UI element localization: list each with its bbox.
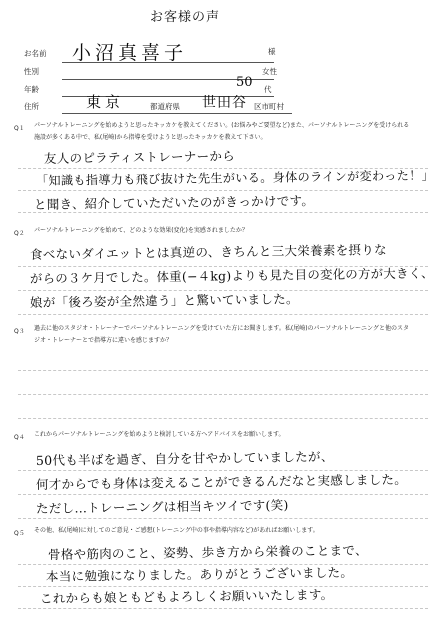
age-unit: 代 bbox=[264, 85, 272, 94]
name-suffix: 様 bbox=[268, 47, 276, 56]
answer-1-line-2: 「知識も指導力も飛び抜けた先生がいる。身体のラインが変わった！」 bbox=[35, 168, 435, 188]
answer-2-line-3: 娘が「後ろ姿が全然違う」と驚いていました。 bbox=[29, 291, 299, 310]
question-number-1: Q１ bbox=[14, 125, 25, 132]
answer-4-line-2: 何才からでも身体は変えることができるんだなと実感しました。 bbox=[35, 471, 408, 492]
name-value: 小沼真喜子 bbox=[72, 42, 188, 64]
question-number-5: Q５ bbox=[14, 530, 25, 537]
answer-rule bbox=[18, 418, 428, 419]
address-underline bbox=[62, 113, 292, 114]
prefecture-value: 東京 bbox=[86, 93, 125, 111]
answer-2-line-2: がらの３ケ月でした。体重(−４kg)よりも見た目の変化の方が大きく、 bbox=[29, 266, 434, 286]
question-number-3: Q３ bbox=[14, 328, 25, 335]
gender-value: 女性 bbox=[262, 67, 277, 76]
answer-rule bbox=[18, 394, 428, 395]
question-number-4: Q４ bbox=[14, 434, 25, 441]
name-underline bbox=[62, 62, 274, 63]
city-value: 世田谷 bbox=[202, 95, 247, 111]
question-text-3a: 過去に他のスタジオ・トレーナーでパーソナルトレーニングを受けていた方にお聞きします。私(尾崎)のパーソナルトレーニングと他のスタ bbox=[34, 325, 410, 332]
answer-5-line-1: 骨格や筋肉のこと、姿勢、歩き方から栄養のことまで、 bbox=[47, 542, 368, 562]
question-text-3b: ジオ・トレーナーとで指導方に違いを感じますか？ bbox=[34, 337, 173, 344]
question-text-4: これからパーソナルトレーニングを始めようと検討している方へアドバイスをお願いします。 bbox=[34, 431, 285, 438]
answer-rule bbox=[18, 314, 428, 315]
page-title: お客様の声 bbox=[150, 10, 221, 25]
question-text-2: パーソナルトレーニングを始めて、どのような効果(変化)を実感されましたか？ bbox=[34, 227, 248, 234]
address-label: 住所 bbox=[24, 102, 39, 111]
question-number-2: Q２ bbox=[14, 230, 25, 237]
age-value: 50 bbox=[236, 75, 253, 90]
answer-1-line-1: 友人のピラティストレーナーから bbox=[43, 148, 236, 166]
city-unit: 区市町村 bbox=[254, 102, 284, 111]
answer-rule bbox=[18, 370, 428, 371]
answer-4-line-3: ただし…トレーニングは相当キツイです(笑) bbox=[35, 497, 289, 516]
age-label: 年齢 bbox=[24, 85, 39, 94]
answer-2-line-1: 食べないダイエットとは真逆の、きちんと三大栄養素を摂りな bbox=[29, 242, 387, 262]
name-label: お名前 bbox=[24, 49, 47, 58]
question-text-1a: パーソナルトレーニングを始めようと思ったキッカケを教えてください。(お悩みやご要望など)また、パーソナルトレーニングを受けられる bbox=[34, 122, 410, 129]
question-text-5: その他、私(尾崎)に対してのご意見・ご感想(トレーニング中の事や指導内容など)があればお願いします。 bbox=[34, 527, 319, 534]
answer-1-line-3: と聞き、紹介していただいたのがきっかけです。 bbox=[33, 193, 315, 212]
prefecture-unit: 都道府県 bbox=[150, 102, 180, 111]
question-text-1b: 施設が多くある中で、私(尾崎)から指導を受けようと思ったキッカケを教えて下さい。 bbox=[34, 134, 267, 141]
answer-5-line-2: 本当に勉強になりました。ありがとうございました。 bbox=[45, 564, 354, 584]
answer-4-line-1: 50代も半ばを過ぎ、自分を甘やかしていましたが、 bbox=[35, 448, 334, 468]
gender-label: 性別 bbox=[24, 67, 39, 76]
answer-5-line-3: これからも娘ともどもよろしくお願いいたします。 bbox=[39, 586, 334, 606]
